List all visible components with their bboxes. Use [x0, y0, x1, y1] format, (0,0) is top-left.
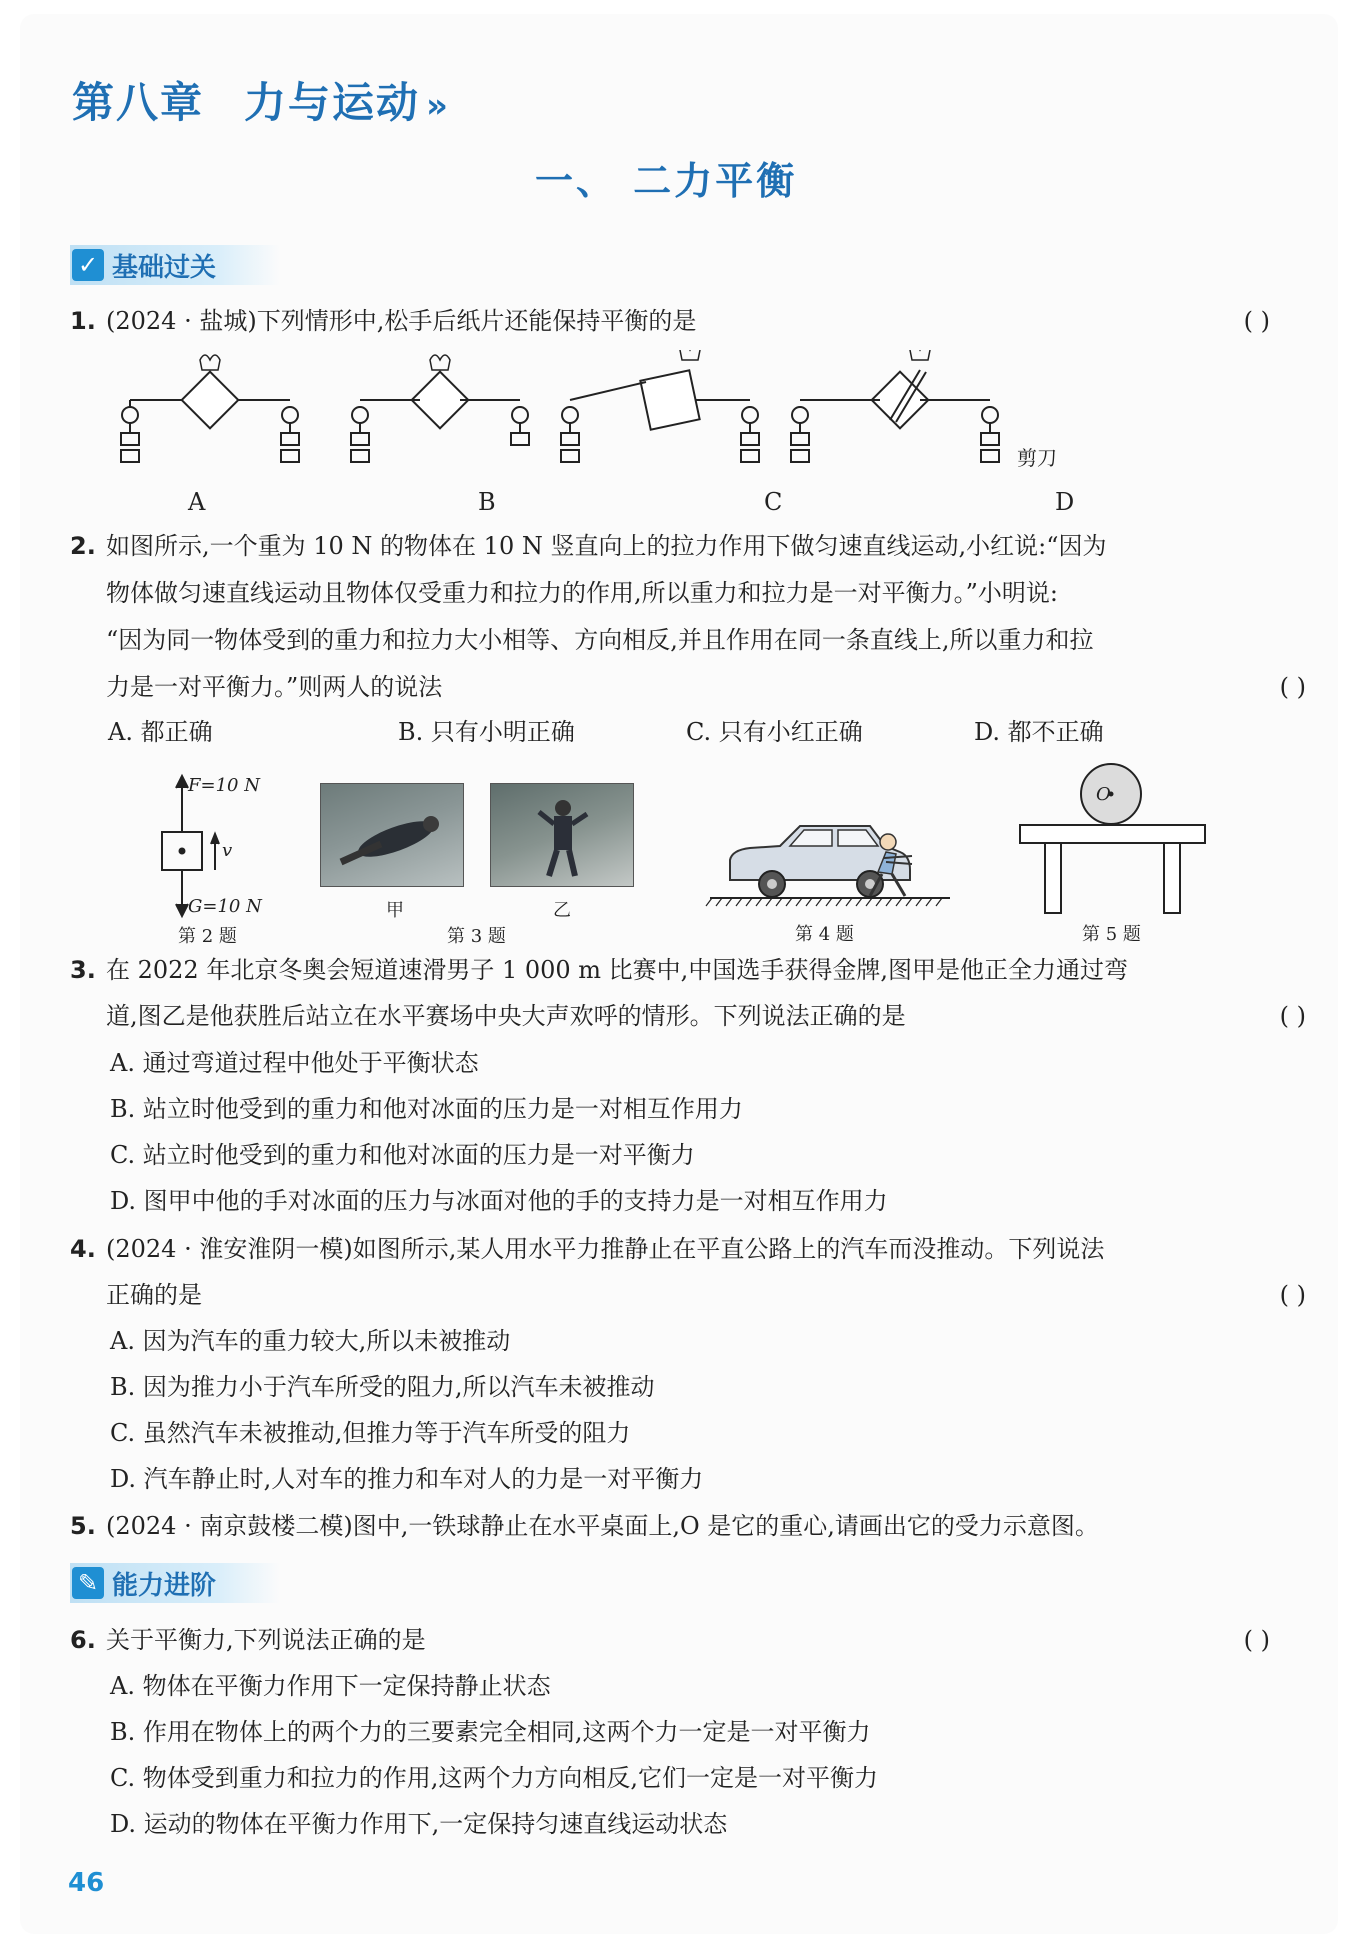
velocity-label: v — [222, 840, 233, 861]
question-2-line-3 — [70, 617, 1306, 663]
question-3 — [70, 947, 1270, 993]
question-5 — [70, 1503, 1270, 1549]
banner-basic — [70, 245, 280, 285]
banner-advanced — [70, 1563, 280, 1603]
option-d: D. 都不正确 — [974, 718, 1104, 746]
double-chevron-icon: » — [426, 86, 450, 126]
center-of-gravity-label: O — [1096, 784, 1111, 805]
option-b: B. 只有小明正确 — [398, 718, 575, 746]
question-text: (2024 · 南京鼓楼二模)图中,一铁球静止在水平桌面上,O 是它的重心,请画出它的受力示意图。 — [106, 1512, 1099, 1540]
banner-advanced-label: 能力进阶 — [112, 1570, 217, 1601]
question-text-line: (2024 · 淮安淮阴一模)如图所示,某人用水平力推静止在平直公路上的汽车而没推动。下列说法 — [106, 1235, 1105, 1263]
caption-q3: 第 3 题 — [447, 926, 506, 947]
force-g-label: G=10 N — [188, 896, 262, 917]
question-1 — [70, 298, 1270, 344]
q4-option-c: C. 虽然汽车未被推动,但推力等于汽车所受的阻力 — [110, 1419, 631, 1447]
photo-label-yi: 乙 — [553, 900, 571, 921]
q4-option-a: A. 因为汽车的重力较大,所以未被推动 — [110, 1327, 511, 1355]
q3-option-c: C. 站立时他受到的重力和他对冰面的压力是一对平衡力 — [110, 1141, 695, 1169]
q6-option-d: D. 运动的物体在平衡力作用下,一定保持匀速直线运动状态 — [110, 1810, 728, 1838]
question-2-line-2 — [70, 570, 1306, 616]
figure-d — [791, 350, 999, 462]
q3-option-b: B. 站立时他受到的重力和他对冰面的压力是一对相互作用力 — [110, 1095, 743, 1123]
figure-label-c: C — [764, 488, 783, 516]
question-text-line: 在 2022 年北京冬奥会短道速滑男子 1 000 m 比赛中,中国选手获得金牌,图甲是他正全力通过弯 — [106, 956, 1128, 984]
photo-skater-jia — [320, 783, 464, 887]
answer-bracket: ( ) — [1243, 307, 1270, 335]
question-text-line: “因为同一物体受到的重力和拉力大小相等、方向相反,并且作用在同一条直线上,所以重力和拉 — [106, 626, 1094, 654]
answer-bracket: ( ) — [1279, 1002, 1306, 1030]
question-number: 1. — [70, 307, 96, 335]
question-4-line-2 — [70, 1272, 1306, 1318]
scissors-label: 剪刀 — [1017, 446, 1057, 470]
figure-label-a: A — [188, 488, 206, 516]
question-text-line: 物体做匀速直线运动且物体仅受重力和拉力的作用,所以重力和拉力是一对平衡力。”小明说: — [106, 579, 1058, 607]
banner-basic-label: 基础过关 — [112, 252, 217, 283]
question-number: 4. — [70, 1235, 96, 1263]
q6-option-b: B. 作用在物体上的两个力的三要素完全相同,这两个力一定是一对平衡力 — [110, 1718, 871, 1746]
question-number: 6. — [70, 1626, 96, 1654]
question-number: 5. — [70, 1512, 96, 1540]
page-number: 46 — [68, 1868, 105, 1898]
caption-q2: 第 2 题 — [178, 926, 237, 947]
answer-bracket: ( ) — [1243, 1626, 1270, 1654]
section-title: 一、 二力平衡 — [535, 159, 798, 203]
skater-standing-figure — [491, 784, 633, 886]
figure-q5-ball-table — [1015, 760, 1210, 920]
question-3-line-2 — [70, 993, 1306, 1039]
figure-q4-car-push — [700, 800, 960, 920]
chapter-heading — [72, 70, 450, 130]
q6-option-a: A. 物体在平衡力作用下一定保持静止状态 — [110, 1672, 551, 1700]
question-6 — [70, 1617, 1270, 1663]
question-2-line-4 — [70, 664, 1306, 710]
figure-a — [121, 355, 299, 462]
photo-skater-yi — [490, 783, 634, 887]
question-text: (2024 · 盐城)下列情形中,松手后纸片还能保持平衡的是 — [106, 307, 697, 335]
question-2 — [70, 523, 1270, 569]
photo-label-jia: 甲 — [386, 900, 404, 921]
answer-bracket: ( ) — [1279, 1281, 1306, 1309]
answer-bracket: ( ) — [1279, 673, 1306, 701]
figure-label-d: D — [1055, 488, 1075, 516]
figure-label-b: B — [478, 488, 496, 516]
force-f-label: F=10 N — [188, 775, 260, 796]
figure-b — [351, 355, 529, 462]
question-text-line: 如图所示,一个重为 10 N 的物体在 10 N 竖直向上的拉力作用下做匀速直线运动,小红说:“因为 — [106, 532, 1107, 560]
option-c: C. 只有小红正确 — [686, 718, 863, 746]
q4-option-d: D. 汽车静止时,人对车的推力和车对人的力是一对平衡力 — [110, 1465, 704, 1493]
skater-leaning-figure — [321, 784, 463, 886]
caption-q5: 第 5 题 — [1082, 924, 1141, 945]
q3-option-a: A. 通过弯道过程中他处于平衡状态 — [110, 1049, 479, 1077]
chapter-title: 力与运动 — [244, 78, 421, 127]
chapter-number: 第八章 — [72, 78, 205, 127]
q3-option-d: D. 图甲中他的手对冰面的压力与冰面对他的手的支持力是一对相互作用力 — [110, 1187, 888, 1215]
q6-option-c: C. 物体受到重力和拉力的作用,这两个力方向相反,它们一定是一对平衡力 — [110, 1764, 879, 1792]
caption-q4: 第 4 题 — [795, 924, 854, 945]
question-text: 关于平衡力,下列说法正确的是 — [106, 1626, 426, 1654]
q4-option-b: B. 因为推力小于汽车所受的阻力,所以汽车未被推动 — [110, 1373, 655, 1401]
figure-c — [561, 350, 759, 462]
question-text-line: 力是一对平衡力。”则两人的说法 — [106, 673, 443, 701]
question-4 — [70, 1226, 1270, 1272]
question-number: 3. — [70, 956, 96, 984]
pencil-edit-icon: ✎ — [72, 1567, 104, 1599]
checkbox-icon: ✓ — [72, 249, 104, 281]
option-a: A. 都正确 — [108, 718, 213, 746]
question-number: 2. — [70, 532, 96, 560]
question-text-line: 正确的是 — [106, 1281, 202, 1309]
question-text-line: 道,图乙是他获胜后站立在水平赛场中央大声欢呼的情形。下列说法正确的是 — [106, 1002, 906, 1030]
